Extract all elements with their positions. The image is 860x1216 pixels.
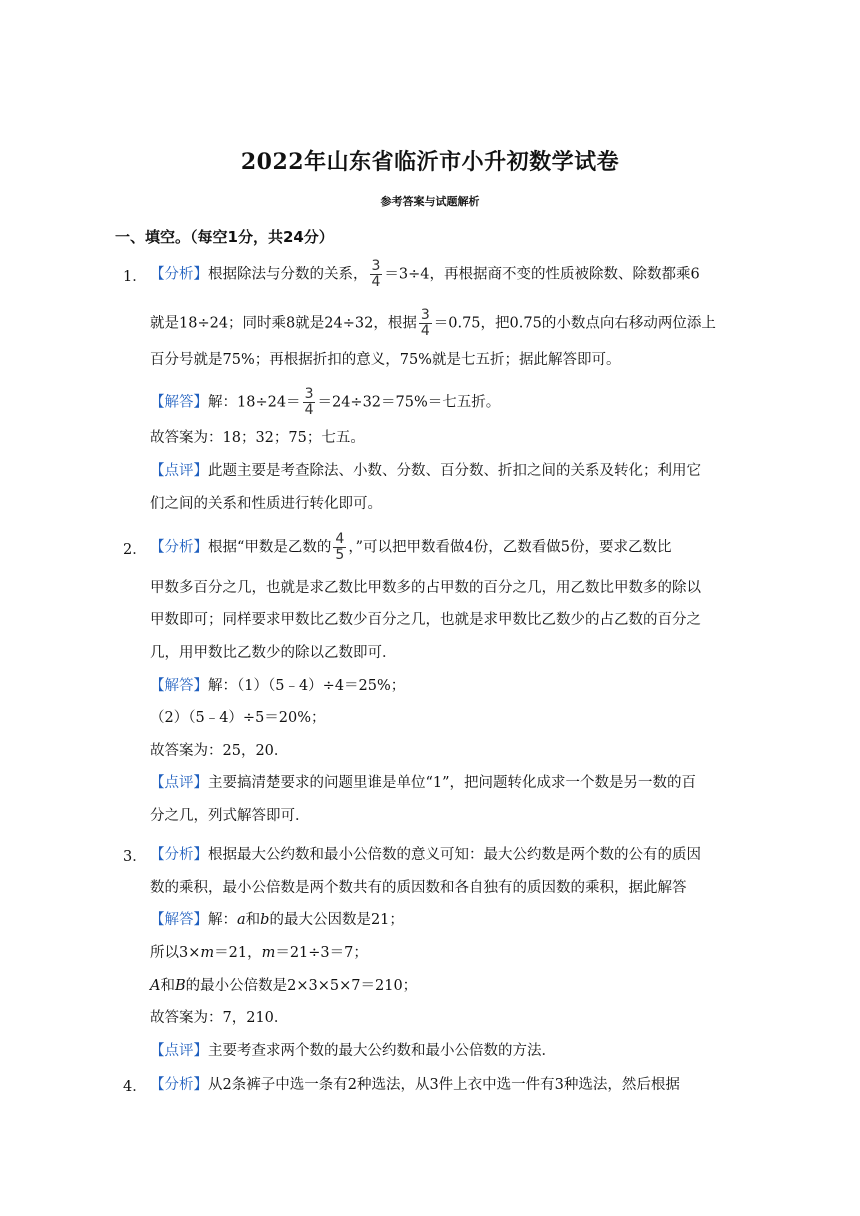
analysis-tag: 【分析】 bbox=[150, 1077, 208, 1093]
q1-analysis-line-2 bbox=[150, 308, 716, 339]
answer-tag: 【解答】 bbox=[150, 912, 208, 928]
fraction bbox=[370, 259, 383, 290]
text: ＝24÷32＝75%＝七五折。 bbox=[317, 394, 501, 411]
question-number: 4． bbox=[123, 1079, 147, 1095]
q3-answer-line-1 bbox=[150, 910, 404, 930]
variable: m bbox=[200, 945, 215, 961]
q2-analysis-line-2: 甲数多百分之几，也就是求乙数比甲数多的占甲数的百分之几，用乙数比甲数多的除以 bbox=[150, 580, 701, 596]
q3-comment-line-1 bbox=[150, 1041, 556, 1061]
variable: B bbox=[174, 978, 186, 994]
q1-analysis-line-1 bbox=[150, 259, 700, 290]
text: ＝3÷4，再根据商不变的性质被除数、除数都乘6 bbox=[384, 266, 700, 283]
text: 就是18÷24；同时乘8就是24÷32，根据 bbox=[150, 315, 417, 332]
q2-analysis-line-1 bbox=[150, 532, 671, 563]
q2-answer-line-1 bbox=[150, 676, 405, 696]
page-title: 2022年山东省临沂市小升初数学试卷 bbox=[240, 149, 620, 175]
text: 根据除法与分数的关系， bbox=[208, 266, 368, 283]
text: 的最小公倍数是2×3×5×7＝210； bbox=[185, 978, 418, 994]
q2-answer-line-3: 故答案为：25，20． bbox=[150, 743, 289, 759]
text: 主要考查求两个数的最大公约数和最小公倍数的方法． bbox=[208, 1043, 556, 1059]
text: ，”可以把甲数看做4份，乙数看做5份，要求乙数比 bbox=[348, 539, 672, 556]
q2-answer-line-2: （2）（5﹣4）÷5＝20%； bbox=[150, 710, 326, 726]
text: 所以3× bbox=[150, 945, 201, 961]
q1-answer-line-2: 故答案为：18；32；75；七五。 bbox=[150, 430, 365, 446]
text: 解：（1）（5﹣4）÷4＝25%； bbox=[208, 678, 406, 694]
fraction bbox=[333, 532, 346, 563]
answer-tag: 【解答】 bbox=[150, 394, 208, 411]
text: 根据最大公约数和最小公倍数的意义可知：最大公约数是两个数的公有的质因 bbox=[208, 847, 701, 863]
variable: a bbox=[237, 912, 246, 928]
text: 解：18÷24＝ bbox=[208, 394, 301, 411]
analysis-tag: 【分析】 bbox=[150, 266, 208, 283]
comment-tag: 【点评】 bbox=[150, 775, 208, 791]
denominator: 5 bbox=[335, 547, 345, 563]
section-heading: 一、填空。（每空1分，共24分） bbox=[115, 228, 334, 246]
fraction bbox=[419, 308, 432, 339]
text: ＝0.75，把0.75的小数点向右移动两位添上 bbox=[433, 315, 716, 332]
q1-answer-line-1 bbox=[150, 387, 500, 418]
question-number: 2． bbox=[123, 542, 147, 558]
q2-analysis-line-4: 几，用甲数比乙数少的除以乙数即可． bbox=[150, 645, 397, 661]
q1-comment-line-1 bbox=[150, 461, 701, 481]
comment-tag: 【点评】 bbox=[150, 463, 208, 479]
text: ＝21， bbox=[214, 945, 262, 961]
text: 根据“甲数是乙数的 bbox=[208, 539, 332, 556]
question-number: 3． bbox=[123, 849, 147, 865]
q2-comment-line-1 bbox=[150, 773, 696, 793]
q3-answer-line-2 bbox=[150, 943, 368, 963]
text: 和 bbox=[160, 978, 175, 994]
variable: b bbox=[260, 912, 270, 928]
q2-comment-line-2: 分之几，列式解答即可． bbox=[150, 808, 310, 824]
analysis-tag: 【分析】 bbox=[150, 539, 208, 556]
q3-analysis-line-1 bbox=[150, 845, 701, 865]
denominator: 4 bbox=[420, 323, 430, 339]
denominator: 4 bbox=[371, 274, 381, 290]
comment-tag: 【点评】 bbox=[150, 1043, 208, 1059]
numerator: 4 bbox=[335, 531, 345, 547]
page-subtitle: 参考答案与试题解析 bbox=[380, 195, 480, 208]
q4-analysis-line-1 bbox=[150, 1075, 680, 1095]
q1-analysis-line-3: 百分号就是75%；再根据折扣的意义，75%就是七五折；据此解答即可。 bbox=[150, 352, 621, 368]
q2-analysis-line-3: 甲数即可；同样要求甲数比乙数少百分之几，也就是求甲数比乙数少的占乙数的百分之 bbox=[150, 612, 701, 628]
variable: m bbox=[261, 945, 276, 961]
question-number: 1． bbox=[123, 269, 147, 285]
q3-answer-line-3 bbox=[150, 976, 417, 996]
answer-tag: 【解答】 bbox=[150, 678, 208, 694]
q1-comment-line-2: 们之间的关系和性质进行转化即可。 bbox=[150, 496, 382, 512]
text: 从2条裤子中选一条有2种选法，从3件上衣中选一件有3种选法，然后根据 bbox=[208, 1077, 680, 1093]
text: 主要搞清楚要求的问题里谁是单位“1”，把问题转化成求一个数是另一数的百 bbox=[208, 775, 697, 791]
analysis-tag: 【分析】 bbox=[150, 847, 208, 863]
variable: A bbox=[150, 978, 161, 994]
numerator: 3 bbox=[420, 307, 430, 323]
q3-answer-line-4: 故答案为：7，210． bbox=[150, 1010, 289, 1026]
text: 和 bbox=[245, 912, 261, 928]
text: 此题主要是考查除法、小数、分数、百分数、折扣之间的关系及转化；利用它 bbox=[208, 463, 701, 479]
numerator: 3 bbox=[304, 386, 314, 402]
denominator: 4 bbox=[304, 402, 314, 418]
text: 解： bbox=[208, 912, 237, 928]
numerator: 3 bbox=[371, 258, 381, 274]
fraction bbox=[303, 387, 316, 418]
q3-analysis-line-2: 数的乘积，最小公倍数是两个数共有的质因数和各自独有的质因数的乘积，据此解答 bbox=[150, 880, 687, 896]
text: ＝21÷3＝7； bbox=[275, 945, 368, 961]
text: 的最大公因数是21； bbox=[269, 912, 404, 928]
